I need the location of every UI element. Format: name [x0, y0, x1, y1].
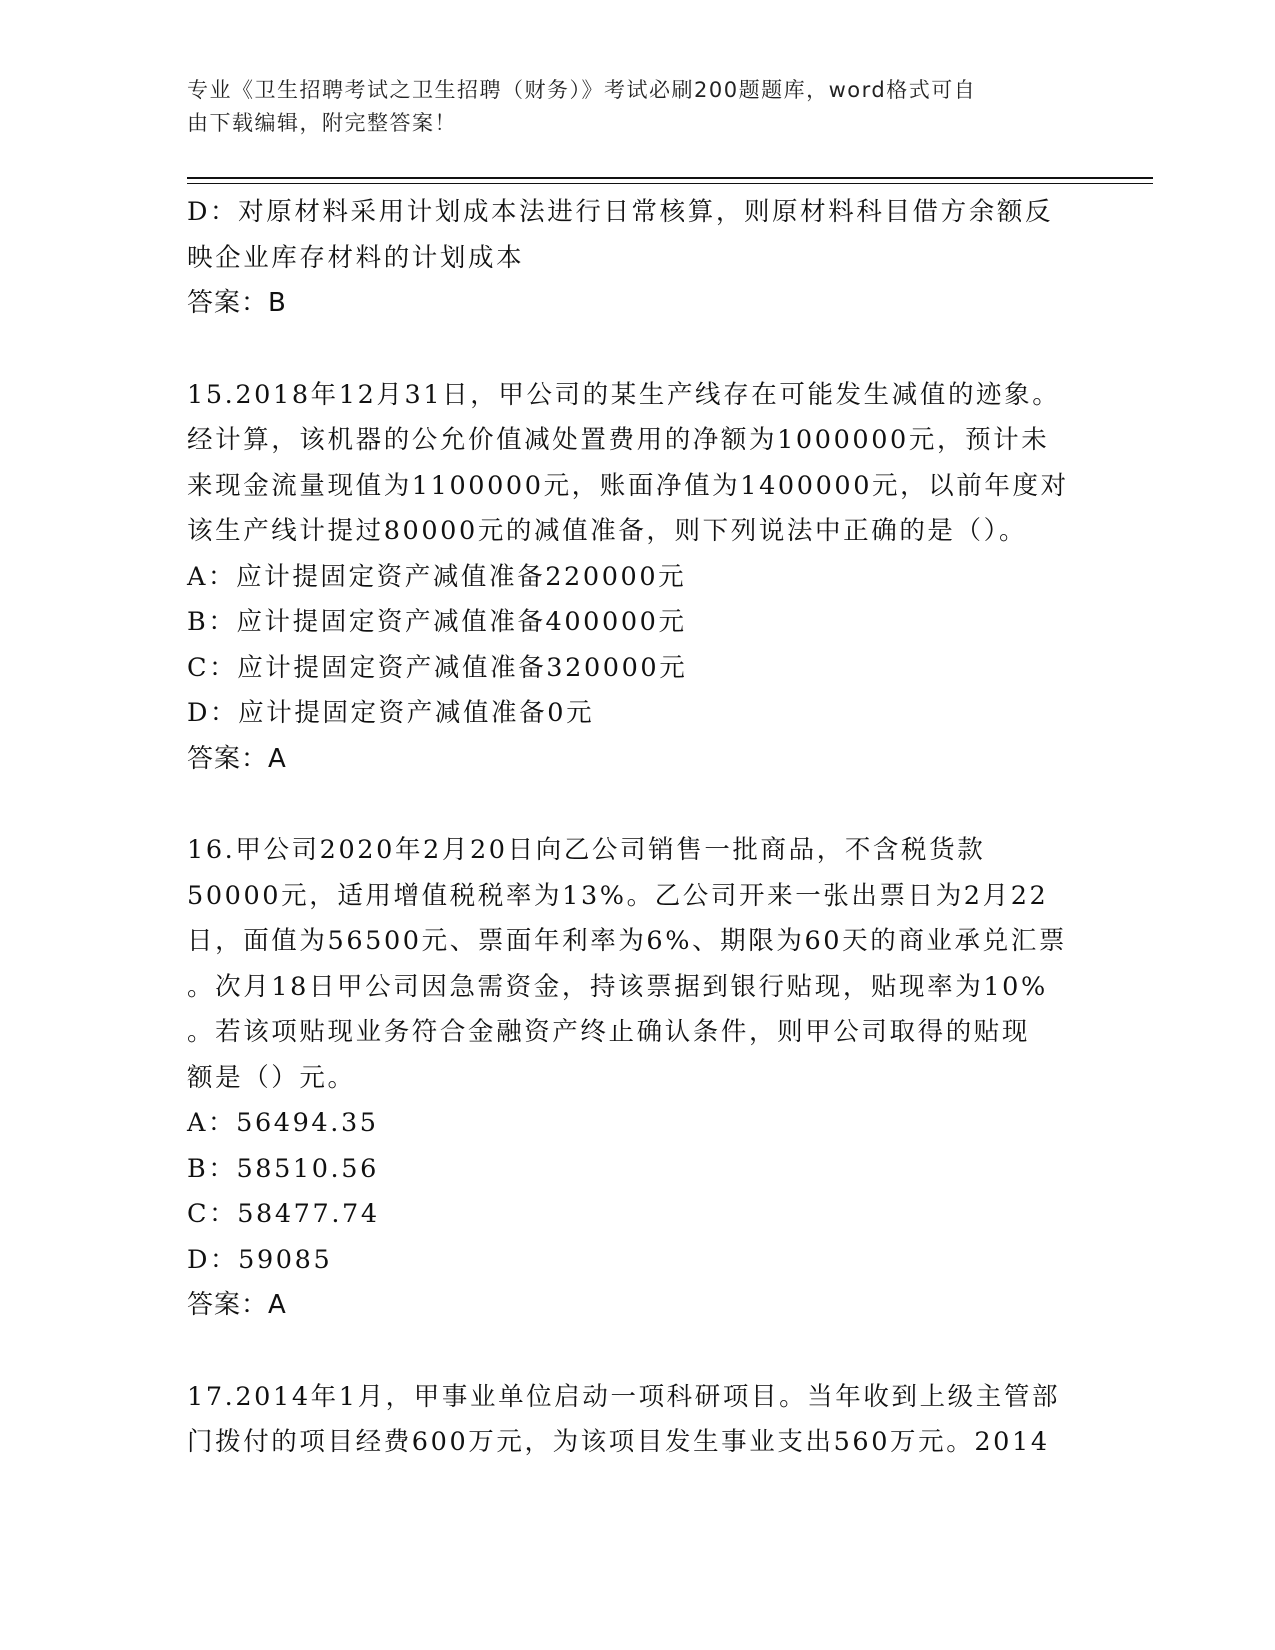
document-header — [187, 74, 1087, 140]
option-d-continued: 映企业库存材料的计划成本 — [187, 242, 525, 273]
option-a: A：56494.35 — [187, 1108, 379, 1138]
spacer — [187, 1329, 1087, 1375]
header-line-1: 专业《卫生招聘考试之卫生招聘（财务）》考试必刷200题题库，word格式可自 — [187, 78, 977, 102]
document-body — [187, 190, 1087, 1466]
option-c: C：应计提固定资产减值准备320000元 — [187, 652, 688, 683]
question-stem-line: 门拨付的项目经费600万元，为该项目发生事业支出560万元。2014 — [187, 1427, 1050, 1457]
question-stem-line: 。若该项贴现业务符合金融资产终止确认条件，则甲公司取得的贴现 — [187, 1017, 1031, 1047]
option-a: A：应计提固定资产减值准备220000元 — [187, 561, 687, 592]
option-c: C：58477.74 — [187, 1199, 380, 1229]
question-stem-line: 额是（）元。 — [187, 1062, 356, 1093]
question-stem-line: 来现金流量现值为1100000元，账面净值为1400000元，以前年度对 — [187, 470, 1069, 501]
answer-line: 答案：B — [187, 288, 287, 318]
header-divider-thin — [187, 183, 1153, 184]
option-d: D：59085 — [187, 1244, 333, 1275]
spacer — [187, 782, 1087, 828]
question-stem-line: 日，面值为56500元、票面年利率为6%、期限为60天的商业承兑汇票 — [187, 926, 1067, 956]
question-stem-line: 。次月18日甲公司因急需资金，持该票据到银行贴现，贴现率为10% — [187, 971, 1048, 1002]
option-b: B：58510.56 — [187, 1153, 379, 1184]
answer-line: 答案：A — [187, 743, 287, 774]
option-b: B：应计提固定资产减值准备400000元 — [187, 607, 687, 637]
document-page — [187, 0, 1087, 1650]
question-stem-line: 经计算，该机器的公允价值减处置费用的净额为1000000元，预计未 — [187, 425, 1050, 455]
question-17 — [187, 1375, 1087, 1466]
question-15 — [187, 373, 1087, 783]
spacer — [187, 327, 1087, 373]
option-d: D：应计提固定资产减值准备0元 — [187, 698, 595, 728]
question-stem-line: 16.甲公司2020年2月20日向乙公司销售一批商品，不含税货款 — [187, 835, 986, 865]
question-stem-line: 15.2018年12月31日，甲公司的某生产线存在可能发生减值的迹象。 — [187, 379, 1061, 410]
question-14-tail — [187, 190, 1087, 327]
header-divider-thick — [187, 177, 1153, 179]
option-d: D：对原材料采用计划成本法进行日常核算，则原材料科目借方余额反 — [187, 197, 1054, 227]
question-stem-line: 17.2014年1月，甲事业单位启动一项科研项目。当年收到上级主管部 — [187, 1381, 1061, 1412]
answer-line: 答案：A — [187, 1290, 287, 1320]
question-stem-line: 50000元，适用增值税税率为13%。乙公司开来一张出票日为2月22 — [187, 880, 1049, 911]
header-line-2: 由下载编辑，附完整答案！ — [187, 111, 457, 135]
question-16 — [187, 828, 1087, 1329]
question-stem-line: 该生产线计提过80000元的减值准备，则下列说法中正确的是（）。 — [187, 516, 1028, 546]
